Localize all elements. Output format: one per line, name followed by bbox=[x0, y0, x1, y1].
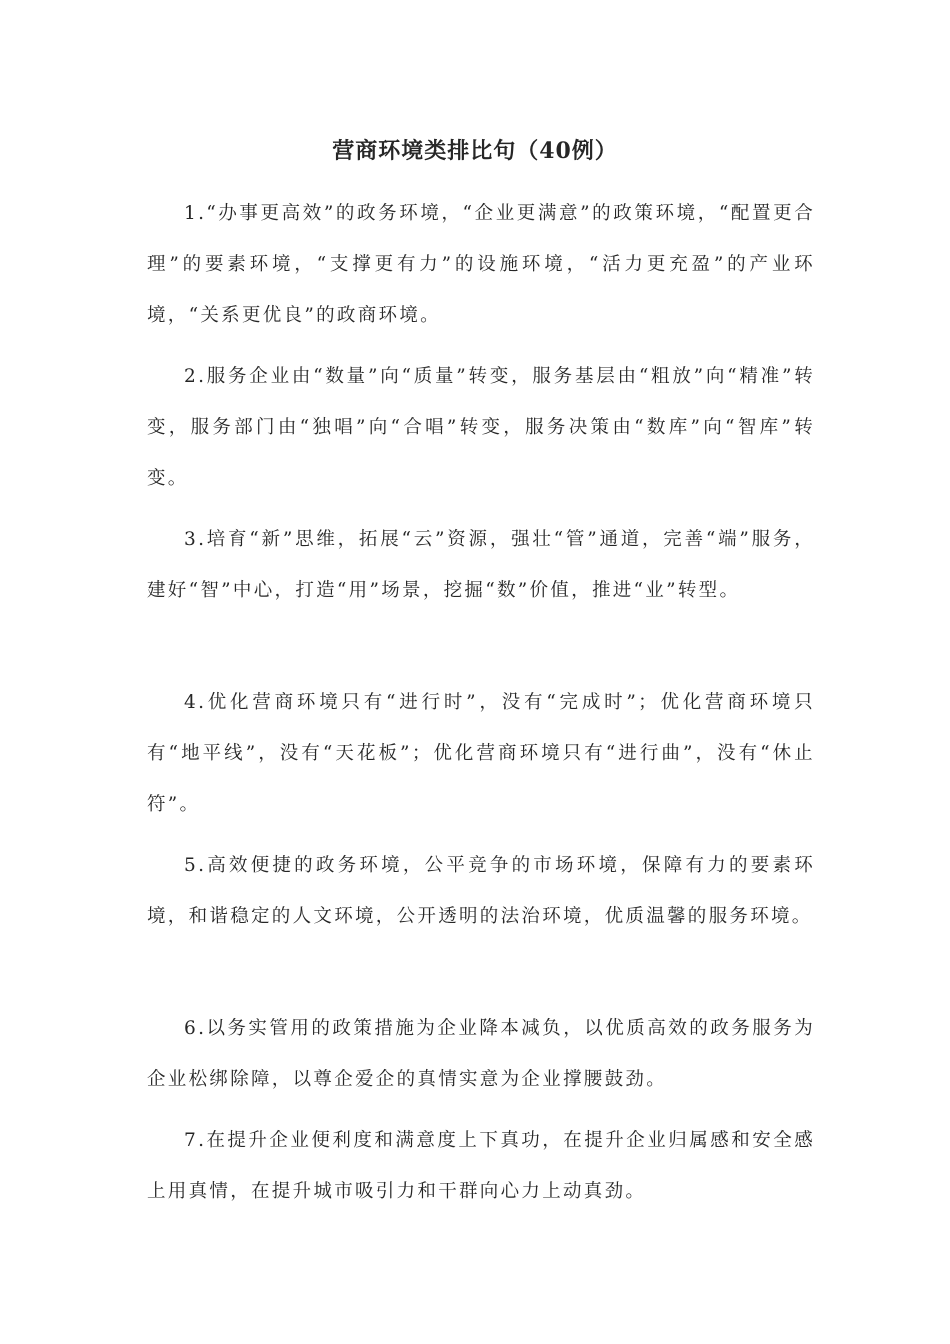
paragraph-4: 4.优化营商环境只有“进行时”，没有“完成时”；优化营商环境只有“地平线”，没有“天花板”；优化营商环境只有“进行曲”，没有“休止符”。 bbox=[147, 692, 815, 815]
paragraph-6: 6.以务实管用的政策措施为企业降本减负，以优质高效的政务服务为企业松绑除障，以尊企爱企的真情实意为企业撑腰鼓劲。 bbox=[147, 1018, 815, 1090]
paragraph-5: 5.高效便捷的政务环境，公平竞争的市场环境，保障有力的要素环境，和谐稳定的人文环境，公开透明的法治环境，优质温馨的服务环境。 bbox=[147, 855, 815, 927]
paragraph-2: 2.服务企业由“数量”向“质量”转变，服务基层由“粗放”向“精准”转变，服务部门由“独唱”向“合唱”转变，服务决策由“数库”向“智库”转变。 bbox=[147, 366, 815, 489]
paragraph-3: 3.培育“新”思维，拓展“云”资源，强壮“管”通道，完善“端”服务，建好“智”中心，打造“用”场景，挖掘“数”价值，推进“业”转型。 bbox=[147, 529, 815, 601]
paragraph-7: 7.在提升企业便利度和满意度上下真功，在提升企业归属感和安全感上用真情，在提升城市吸引力和干群向心力上动真劲。 bbox=[147, 1130, 815, 1202]
paragraph-1: 1.“办事更高效”的政务环境，“企业更满意”的政策环境，“配置更合理”的要素环境，“支撑更有力”的设施环境，“活力更充盈”的产业环境，“关系更优良”的政商环境。 bbox=[147, 203, 815, 326]
document-title: 营商环境类排比句（40例） bbox=[332, 138, 618, 164]
